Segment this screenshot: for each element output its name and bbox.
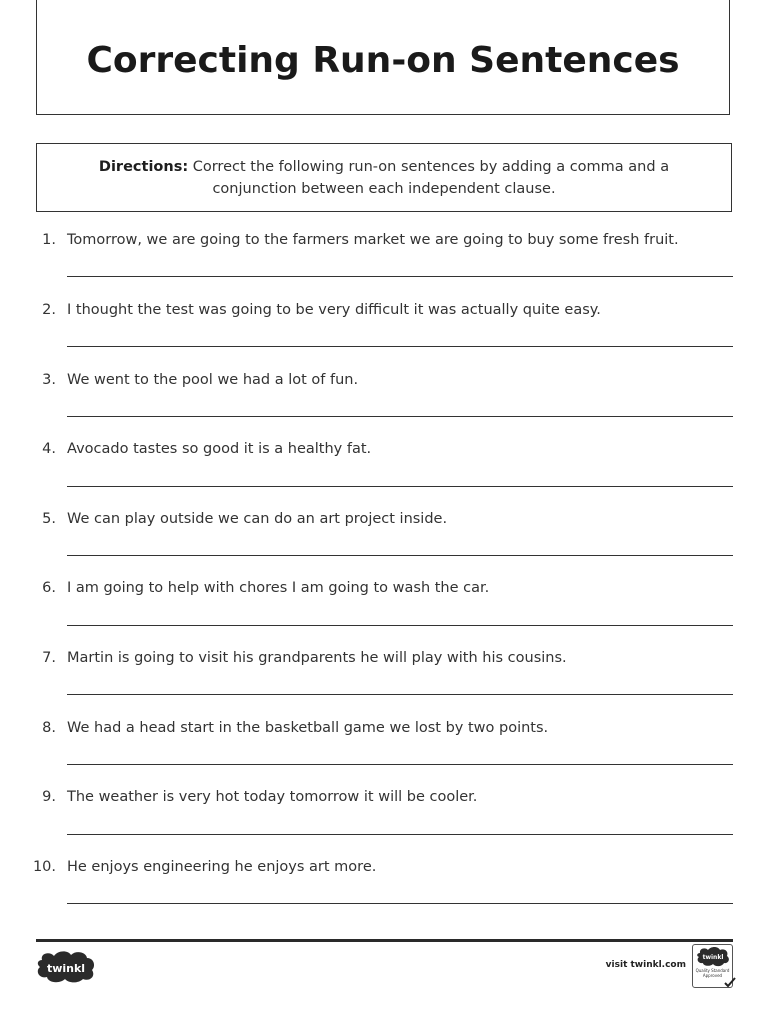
visit-link[interactable]: visit twinkl.com <box>605 960 686 970</box>
question-text: I thought the test was going to be very difficult it was actually quite easy. <box>67 302 601 318</box>
question-number: 1. <box>42 232 56 248</box>
title-box <box>36 0 730 115</box>
question-text: We had a head start in the basketball game we lost by two points. <box>67 720 549 736</box>
answer-line[interactable] <box>67 416 733 417</box>
question-number: 3. <box>42 372 56 388</box>
answer-line[interactable] <box>67 625 733 626</box>
question-item <box>0 650 768 710</box>
question-item <box>0 580 768 640</box>
quality-badge <box>692 944 733 988</box>
question-text: We can play outside we can do an art project inside. <box>67 511 448 527</box>
question-number: 5. <box>42 511 56 527</box>
question-text: He enjoys engineering he enjoys art more. <box>67 859 377 875</box>
question-number: 10. <box>32 859 56 875</box>
question-text: I am going to help with chores I am going to wash the car. <box>67 580 490 596</box>
question-text: The weather is very hot today tomorrow it will be cooler. <box>67 789 478 805</box>
question-item <box>0 511 768 571</box>
answer-line[interactable] <box>67 764 733 765</box>
question-item <box>0 372 768 432</box>
question-number: 6. <box>42 580 56 596</box>
answer-line[interactable] <box>67 903 733 904</box>
question-item <box>0 720 768 780</box>
logo-text: twinkl <box>46 962 86 975</box>
directions-paragraph <box>61 156 707 200</box>
question-item <box>0 232 768 292</box>
question-item <box>0 441 768 501</box>
twinkl-logo-icon <box>36 950 96 984</box>
answer-line[interactable] <box>67 276 733 277</box>
question-number: 7. <box>42 650 56 666</box>
svg-text:twinkl: twinkl <box>702 954 724 961</box>
question-text: We went to the pool we had a lot of fun. <box>67 372 359 388</box>
twinkl-logo[interactable] <box>36 950 96 984</box>
badge-text: Quality Standard Approved <box>695 968 730 978</box>
directions-box <box>36 143 732 212</box>
question-item <box>0 859 768 919</box>
badge-logo-icon <box>692 945 733 969</box>
question-number: 8. <box>42 720 56 736</box>
answer-line[interactable] <box>67 694 733 695</box>
question-number: 9. <box>42 789 56 805</box>
question-text: Tomorrow, we are going to the farmers market we are going to buy some fresh fruit. <box>67 232 679 248</box>
answer-line[interactable] <box>67 346 733 347</box>
answer-line[interactable] <box>67 486 733 487</box>
footer-rule <box>36 939 733 942</box>
answer-line[interactable] <box>67 834 733 835</box>
check-icon <box>724 977 736 989</box>
question-number: 2. <box>42 302 56 318</box>
question-text: Martin is going to visit his grandparents he will play with his cousins. <box>67 650 567 666</box>
question-number: 4. <box>42 441 56 457</box>
page-title: Correcting Run-on Sentences <box>86 39 680 81</box>
answer-line[interactable] <box>67 555 733 556</box>
question-item <box>0 789 768 849</box>
directions-text: Correct the following run-on sentences by adding a comma and a conjunction between each independent clause. <box>192 158 670 197</box>
directions-label: Directions: <box>98 158 189 175</box>
question-item <box>0 302 768 362</box>
question-text: Avocado tastes so good it is a healthy fat. <box>67 441 372 457</box>
